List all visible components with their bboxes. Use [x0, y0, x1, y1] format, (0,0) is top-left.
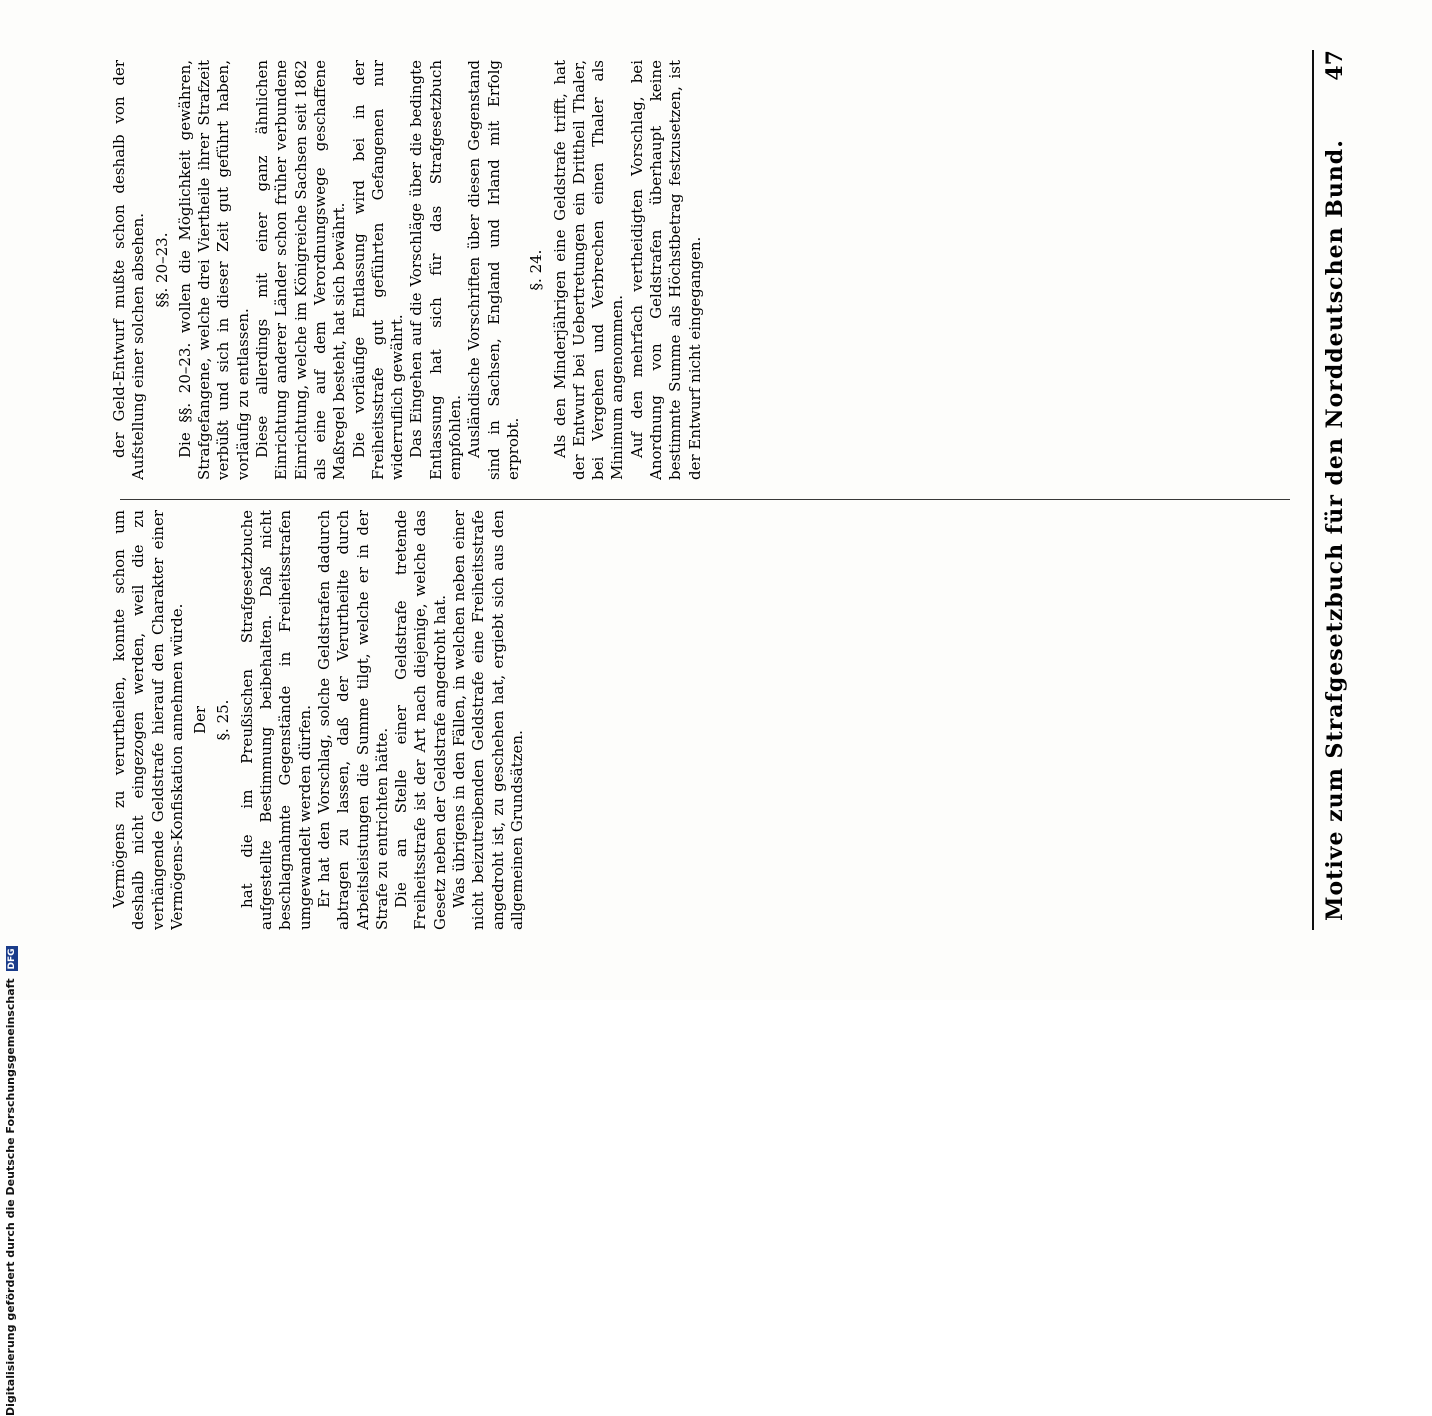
page-title: Motive zum Strafgesetzbuch für den Norddeutschen Bund. [1322, 139, 1348, 921]
section-heading: §§. 20–23. [152, 232, 171, 308]
paragraph: Was übrigens in den Fällen, in welchen neben einer nicht beizutreibenden Geldstrafe eine Freiheitsstrafe angedroht ist, zu geschehen hat, ergiebt sich aus den allgemeinen Grundsätzen. [450, 510, 526, 930]
column-divider [120, 499, 1290, 500]
paragraph: Die vorläufige Entlassung wird bei in der Freiheitsstrafe gut geführten Gefangenen nur widerruflich gewährt. [349, 60, 407, 480]
section-heading: §. 24. [527, 249, 546, 291]
paragraph: Diese allerdings mit einer ganz ähnlichen Einrichtung anderer Länder schon früher verbundene Einrichtung, welche im Königreiche Sachsen seit 1862 als eine auf dem Verordnungswege geschaffene Maßregel besteht, hat sich bewährt. [253, 60, 349, 480]
dfg-logo: DFG [7, 948, 17, 970]
right-text-column [110, 60, 1300, 480]
paragraph: Die an Stelle einer Geldstrafe tretende Freiheitsstrafe ist der Art nach diejenige, welche das Gesetz neben der Geldstrafe angedroht hat. [392, 510, 449, 930]
paragraph: Vermögens zu verurtheilen, konnte schon um deshalb nicht eingezogen werden, weil die zu verhängende Geldstrafe hierauf den Charakter einer Vermögens-Konfiskation annehmen würde. [110, 510, 186, 930]
paragraph: hat die im Preußischen Strafgesetzbuche aufgestellte Bestimmung beibehalten. Daß nicht beschlagnahmte Gegenstände in Freiheitsstrafen umgewandelt werden dürfen. [237, 510, 314, 930]
left-text-column [110, 510, 1300, 930]
section-heading: §. 25. [214, 699, 233, 741]
paragraph: Die §§. 20–23. wollen die Möglichkeit gewähren, Strafgefangene, welche drei Viertheile ihrer Strafzeit verbüßt und sich in dieser Zeit gut geführt haben, vorläufig zu entlassen. [175, 60, 252, 480]
paragraph: Der [191, 705, 210, 735]
digitization-note [4, 946, 18, 1416]
paragraph: der Geld-Entwurf mußte schon deshalb von der Aufstellung einer solchen absehen. [110, 60, 148, 480]
rotated-page [90, 40, 1415, 1000]
paragraph: Er hat den Vorschlag, solche Geldstrafen dadurch abtragen zu lassen, daß der Verurtheilte durch Arbeitsleistungen die Summe tilgt, welche er in der Strafe zu entrichten hätte. [314, 510, 391, 930]
paragraph: Ausländische Vorschriften über diesen Gegenstand sind in Sachsen, England und Irland mit Erfolg erprobt. [465, 60, 522, 480]
paragraph: Als den Minderjährigen eine Geldstrafe trifft, hat der Entwurf bei Uebertretungen ein Drittheil Thaler, bei Vergehen und Verbrechen einen Thaler als Minimum angenommen. [550, 60, 627, 480]
paragraph: Das Eingehen auf die Vorschläge über die bedingte Entlassung hat sich für das Strafgesetzbuch empfohlen. [407, 60, 465, 480]
paragraph: Auf den mehrfach vertheidigten Vorschlag, bei Anordnung von Geldstrafen überhaupt keine bestimmte Summe als Höchstbetrag festzusetzen, ist der Entwurf nicht eingegangen. [627, 60, 704, 480]
page-number: 47 [1322, 50, 1348, 81]
header-rule [1312, 50, 1314, 930]
digitization-note-text: Digitalisierung gefördert durch die Deutsche Forschungsgemeinschaft [4, 978, 17, 1416]
page-header [1322, 50, 1358, 930]
